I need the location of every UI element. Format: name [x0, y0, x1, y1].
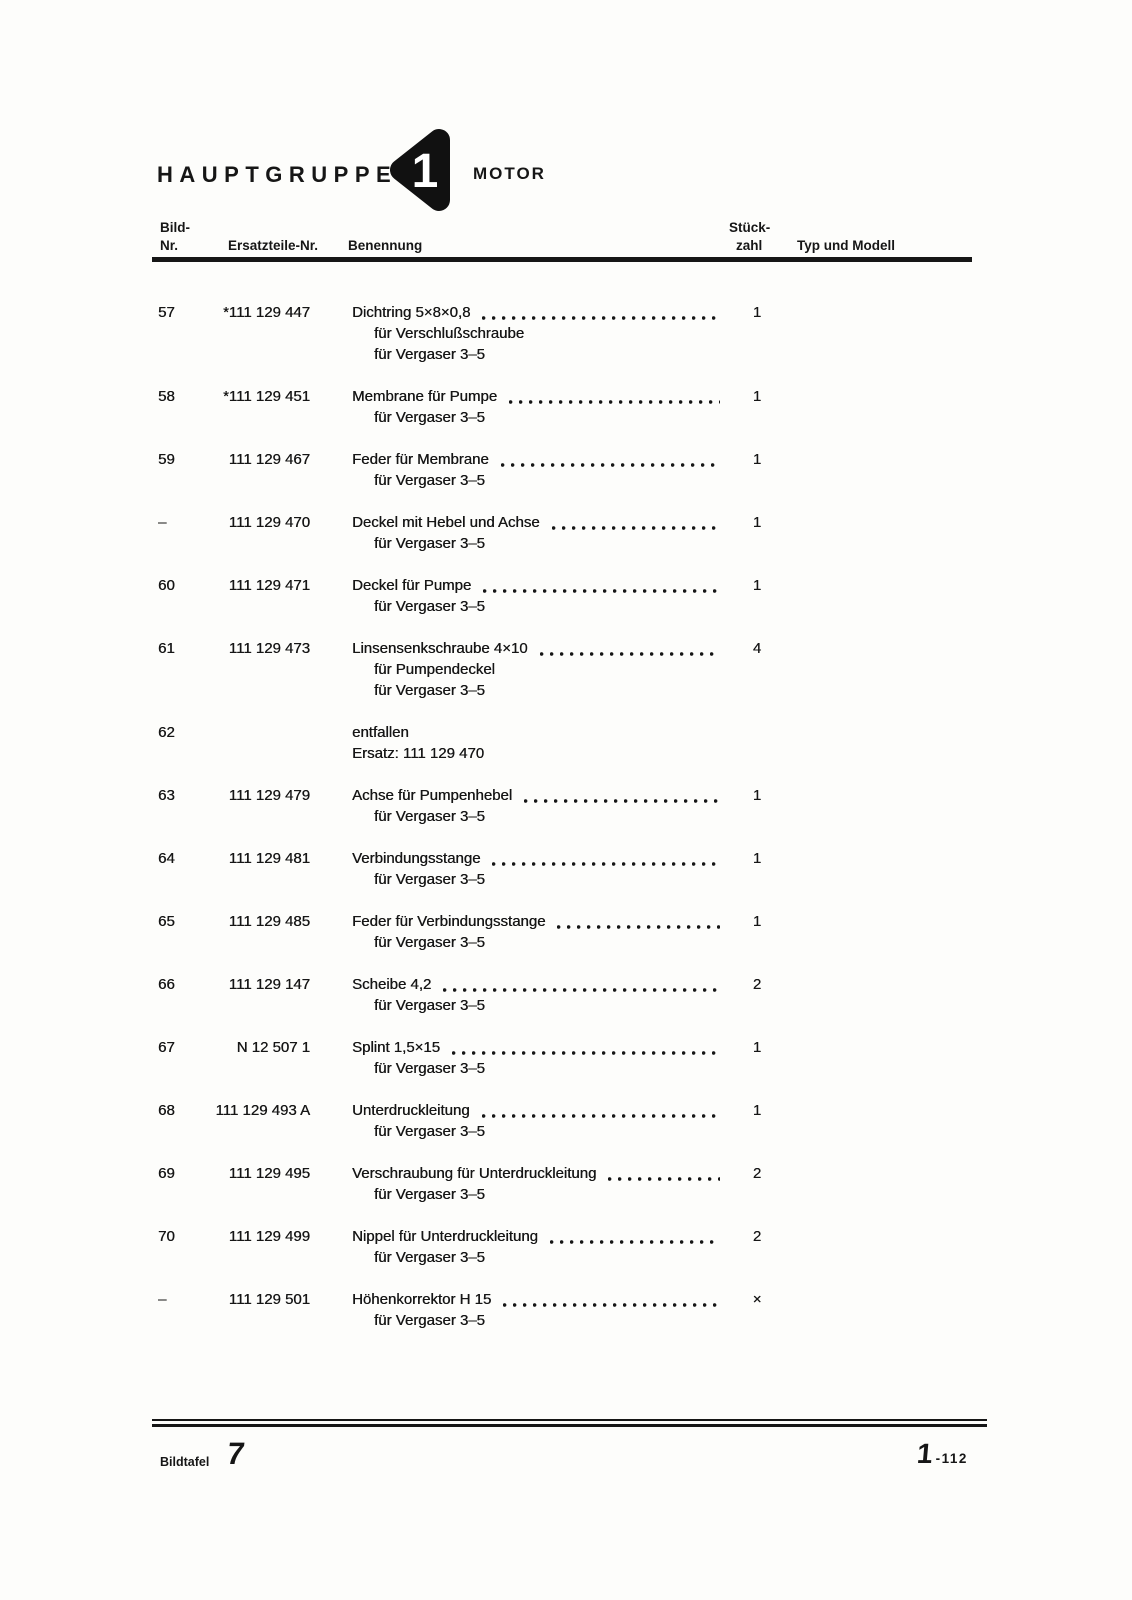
part-sub-lines: [352, 743, 724, 764]
part-number-cell: *111 129 447: [222, 304, 310, 321]
bild-nr-cell: –: [158, 514, 167, 531]
page-number-main: 1: [915, 1438, 934, 1469]
table-row: [152, 575, 992, 617]
part-name: Feder für Membrane: [352, 451, 489, 468]
quantity-cell: 2: [752, 976, 762, 993]
part-sub-lines: [352, 995, 724, 1016]
benennung-cell: [352, 911, 724, 953]
table-row: [152, 911, 992, 953]
part-number-cell: N 12 507 1: [236, 1039, 310, 1056]
part-name: Splint 1,5×15: [352, 1039, 440, 1056]
quantity-cell: 4: [752, 640, 762, 657]
part-number-cell: 111 129 493 A: [215, 1102, 310, 1119]
part-name-line: [352, 722, 724, 743]
table-header-rule: [152, 257, 972, 262]
table-row: [152, 512, 992, 554]
part-sub-line: für Vergaser 3–5: [374, 472, 485, 489]
part-sub-line: für Vergaser 3–5: [374, 1186, 485, 1203]
part-sub-line: für Vergaser 3–5: [374, 1312, 485, 1329]
bild-nr-cell: 60: [158, 577, 175, 594]
column-header-bild-line2: Nr.: [160, 238, 179, 253]
part-number-cell: 111 129 501: [228, 1291, 310, 1308]
bild-nr-cell: 70: [158, 1228, 175, 1245]
part-sub-line: für Vergaser 3–5: [374, 934, 485, 951]
column-header-stueckzahl-line2: zahl: [736, 238, 763, 253]
benennung-cell: [352, 512, 724, 554]
bild-nr-cell: 66: [158, 976, 175, 993]
quantity-cell: 1: [752, 913, 762, 930]
part-number-cell: 111 129 499: [228, 1228, 310, 1245]
quantity-cell: 1: [752, 787, 762, 804]
dot-leader: [483, 589, 720, 593]
table-row: [152, 1163, 992, 1205]
part-name-line: [352, 1226, 724, 1247]
part-name: Feder für Verbindungsstange: [352, 913, 546, 930]
table-row: [152, 1226, 992, 1268]
part-number-cell: 111 129 147: [228, 976, 310, 993]
part-sub-line: für Vergaser 3–5: [374, 346, 485, 363]
part-number-cell: 111 129 467: [228, 451, 310, 468]
part-number-cell: 111 129 479: [228, 787, 310, 804]
part-sub-line: für Vergaser 3–5: [374, 535, 485, 552]
column-header-stueckzahl-line1: Stück-: [729, 220, 771, 235]
part-sub-line: für Vergaser 3–5: [374, 682, 485, 699]
group-number-badge: [386, 127, 458, 213]
table-row: [152, 1037, 992, 1079]
part-sub-lines: [352, 806, 724, 827]
part-sub-line: für Verschlußschraube: [374, 325, 525, 342]
bild-nr-cell: 57: [158, 304, 175, 321]
part-name: Nippel für Unterdruckleitung: [352, 1228, 538, 1245]
benennung-cell: [352, 386, 724, 428]
part-name-line: [352, 911, 724, 932]
part-number-cell: 111 129 473: [228, 640, 310, 657]
part-sub-lines: [352, 1184, 724, 1205]
part-number-cell: 111 129 471: [228, 577, 310, 594]
part-sub-lines: [352, 533, 724, 554]
part-name: Verschraubung für Unterdruckleitung: [352, 1165, 597, 1182]
benennung-cell: [352, 785, 724, 827]
quantity-cell: 1: [752, 514, 762, 531]
column-header-typ-und-modell: Typ und Modell: [797, 238, 895, 253]
bild-nr-cell: 64: [158, 850, 175, 867]
part-name: Dichtring 5×8×0,8: [352, 304, 471, 321]
part-sub-line: für Vergaser 3–5: [374, 871, 485, 888]
benennung-cell: [352, 638, 724, 701]
part-name: Unterdruckleitung: [352, 1102, 470, 1119]
part-name: entfallen: [352, 724, 409, 741]
part-sub-lines: [352, 323, 724, 365]
dot-leader: [608, 1177, 720, 1181]
benennung-cell: [352, 1289, 724, 1331]
part-name-line: [352, 449, 724, 470]
part-number-cell: 111 129 495: [228, 1165, 310, 1182]
dot-leader: [503, 1303, 720, 1307]
dot-leader: [443, 988, 720, 992]
bild-nr-cell: 67: [158, 1039, 175, 1056]
part-name-line: [352, 1100, 724, 1121]
part-sub-line: Ersatz: 111 129 470: [352, 745, 485, 762]
part-name-line: [352, 785, 724, 806]
quantity-cell: 1: [752, 1039, 762, 1056]
benennung-cell: [352, 1226, 724, 1268]
part-sub-lines: [352, 596, 724, 617]
part-name: Verbindungsstange: [352, 850, 481, 867]
part-sub-line: für Vergaser 3–5: [374, 997, 485, 1014]
bild-nr-cell: 62: [158, 724, 175, 741]
part-name-line: [352, 302, 724, 323]
dot-leader: [550, 1240, 720, 1244]
part-name: Deckel für Pumpe: [352, 577, 472, 594]
part-name: Membrane für Pumpe: [352, 388, 498, 405]
part-sub-lines: [352, 1247, 724, 1268]
table-row: [152, 1100, 992, 1142]
page-number: [917, 1438, 968, 1470]
page-number-sub: -112: [935, 1451, 968, 1466]
dot-leader: [540, 652, 720, 656]
table-row: [152, 449, 992, 491]
part-name: Linsensenkschraube 4×10: [352, 640, 528, 657]
bild-nr-cell: 58: [158, 388, 175, 405]
part-sub-lines: [352, 659, 724, 701]
part-name: Höhenkorrektor H 15: [352, 1291, 492, 1308]
dot-leader: [482, 316, 720, 320]
part-name: Deckel mit Hebel und Achse: [352, 514, 540, 531]
part-sub-line: für Vergaser 3–5: [374, 1060, 485, 1077]
part-sub-lines: [352, 869, 724, 890]
part-sub-line: für Vergaser 3–5: [374, 409, 485, 426]
bildtafel-label: Bildtafel: [160, 1455, 210, 1469]
part-name: Achse für Pumpenhebel: [352, 787, 513, 804]
bildtafel-number: 7: [224, 1436, 247, 1471]
part-sub-line: für Vergaser 3–5: [374, 1249, 485, 1266]
quantity-cell: 2: [752, 1165, 762, 1182]
part-sub-line: für Pumpendeckel: [374, 661, 495, 678]
benennung-cell: [352, 575, 724, 617]
bild-nr-cell: 69: [158, 1165, 175, 1182]
badge-number: 1: [411, 145, 439, 198]
dot-leader: [557, 925, 720, 929]
table-row: [152, 785, 992, 827]
dot-leader: [509, 400, 720, 404]
part-name-line: [352, 638, 724, 659]
column-header-bild-nr: [160, 219, 190, 255]
benennung-cell: [352, 1037, 724, 1079]
part-sub-lines: [352, 407, 724, 428]
quantity-cell: 1: [752, 388, 762, 405]
dot-leader: [452, 1051, 720, 1055]
part-name-line: [352, 1163, 724, 1184]
dot-leader: [524, 799, 720, 803]
table-row: [152, 638, 992, 701]
table-row: [152, 722, 992, 764]
dot-leader: [552, 526, 720, 530]
benennung-cell: [352, 722, 724, 764]
table-row: [152, 974, 992, 1016]
bild-nr-cell: 63: [158, 787, 175, 804]
quantity-cell: 1: [752, 451, 762, 468]
bild-nr-cell: 61: [158, 640, 175, 657]
dot-leader: [492, 862, 720, 866]
part-sub-line: für Vergaser 3–5: [374, 808, 485, 825]
column-header-bild-line1: Bild-: [160, 220, 190, 235]
table-row: [152, 848, 992, 890]
group-name: MOTOR: [473, 164, 546, 183]
quantity-cell: 1: [752, 1102, 762, 1119]
part-number-cell: 111 129 470: [228, 514, 310, 531]
part-name-line: [352, 386, 724, 407]
quantity-cell: 1: [752, 577, 762, 594]
table-row: [152, 302, 992, 365]
part-name-line: [352, 512, 724, 533]
table-row: [152, 1289, 992, 1331]
benennung-cell: [352, 974, 724, 1016]
quantity-cell: 1: [752, 850, 762, 867]
column-header-stueckzahl: [729, 219, 770, 255]
benennung-cell: [352, 1100, 724, 1142]
column-header-ersatzteile-nr: Ersatzteile-Nr.: [228, 238, 319, 253]
main-group-label: HAUPTGRUPPE: [157, 162, 398, 187]
benennung-cell: [352, 1163, 724, 1205]
part-sub-lines: [352, 1310, 724, 1331]
quantity-cell: ×: [752, 1291, 762, 1308]
benennung-cell: [352, 848, 724, 890]
part-name-line: [352, 575, 724, 596]
part-name: Scheibe 4,2: [352, 976, 432, 993]
dot-leader: [482, 1114, 720, 1118]
part-sub-line: für Vergaser 3–5: [374, 598, 485, 615]
quantity-cell: 1: [752, 304, 762, 321]
part-sub-lines: [352, 1058, 724, 1079]
part-number-cell: *111 129 451: [222, 388, 310, 405]
part-sub-lines: [352, 470, 724, 491]
bild-nr-cell: 68: [158, 1102, 175, 1119]
column-header-benennung: Benennung: [348, 238, 423, 253]
part-sub-line: für Vergaser 3–5: [374, 1123, 485, 1140]
bild-nr-cell: –: [158, 1291, 167, 1308]
footer-rule: [152, 1419, 987, 1427]
bild-nr-cell: 59: [158, 451, 175, 468]
part-number-cell: 111 129 481: [228, 850, 310, 867]
benennung-cell: [352, 302, 724, 365]
quantity-cell: 2: [752, 1228, 762, 1245]
part-number-cell: 111 129 485: [228, 913, 310, 930]
bild-nr-cell: 65: [158, 913, 175, 930]
part-sub-lines: [352, 1121, 724, 1142]
parts-table: [152, 302, 992, 1352]
dot-leader: [501, 463, 720, 467]
part-name-line: [352, 848, 724, 869]
benennung-cell: [352, 449, 724, 491]
part-sub-lines: [352, 932, 724, 953]
part-name-line: [352, 1289, 724, 1310]
part-name-line: [352, 974, 724, 995]
table-row: [152, 386, 992, 428]
part-name-line: [352, 1037, 724, 1058]
